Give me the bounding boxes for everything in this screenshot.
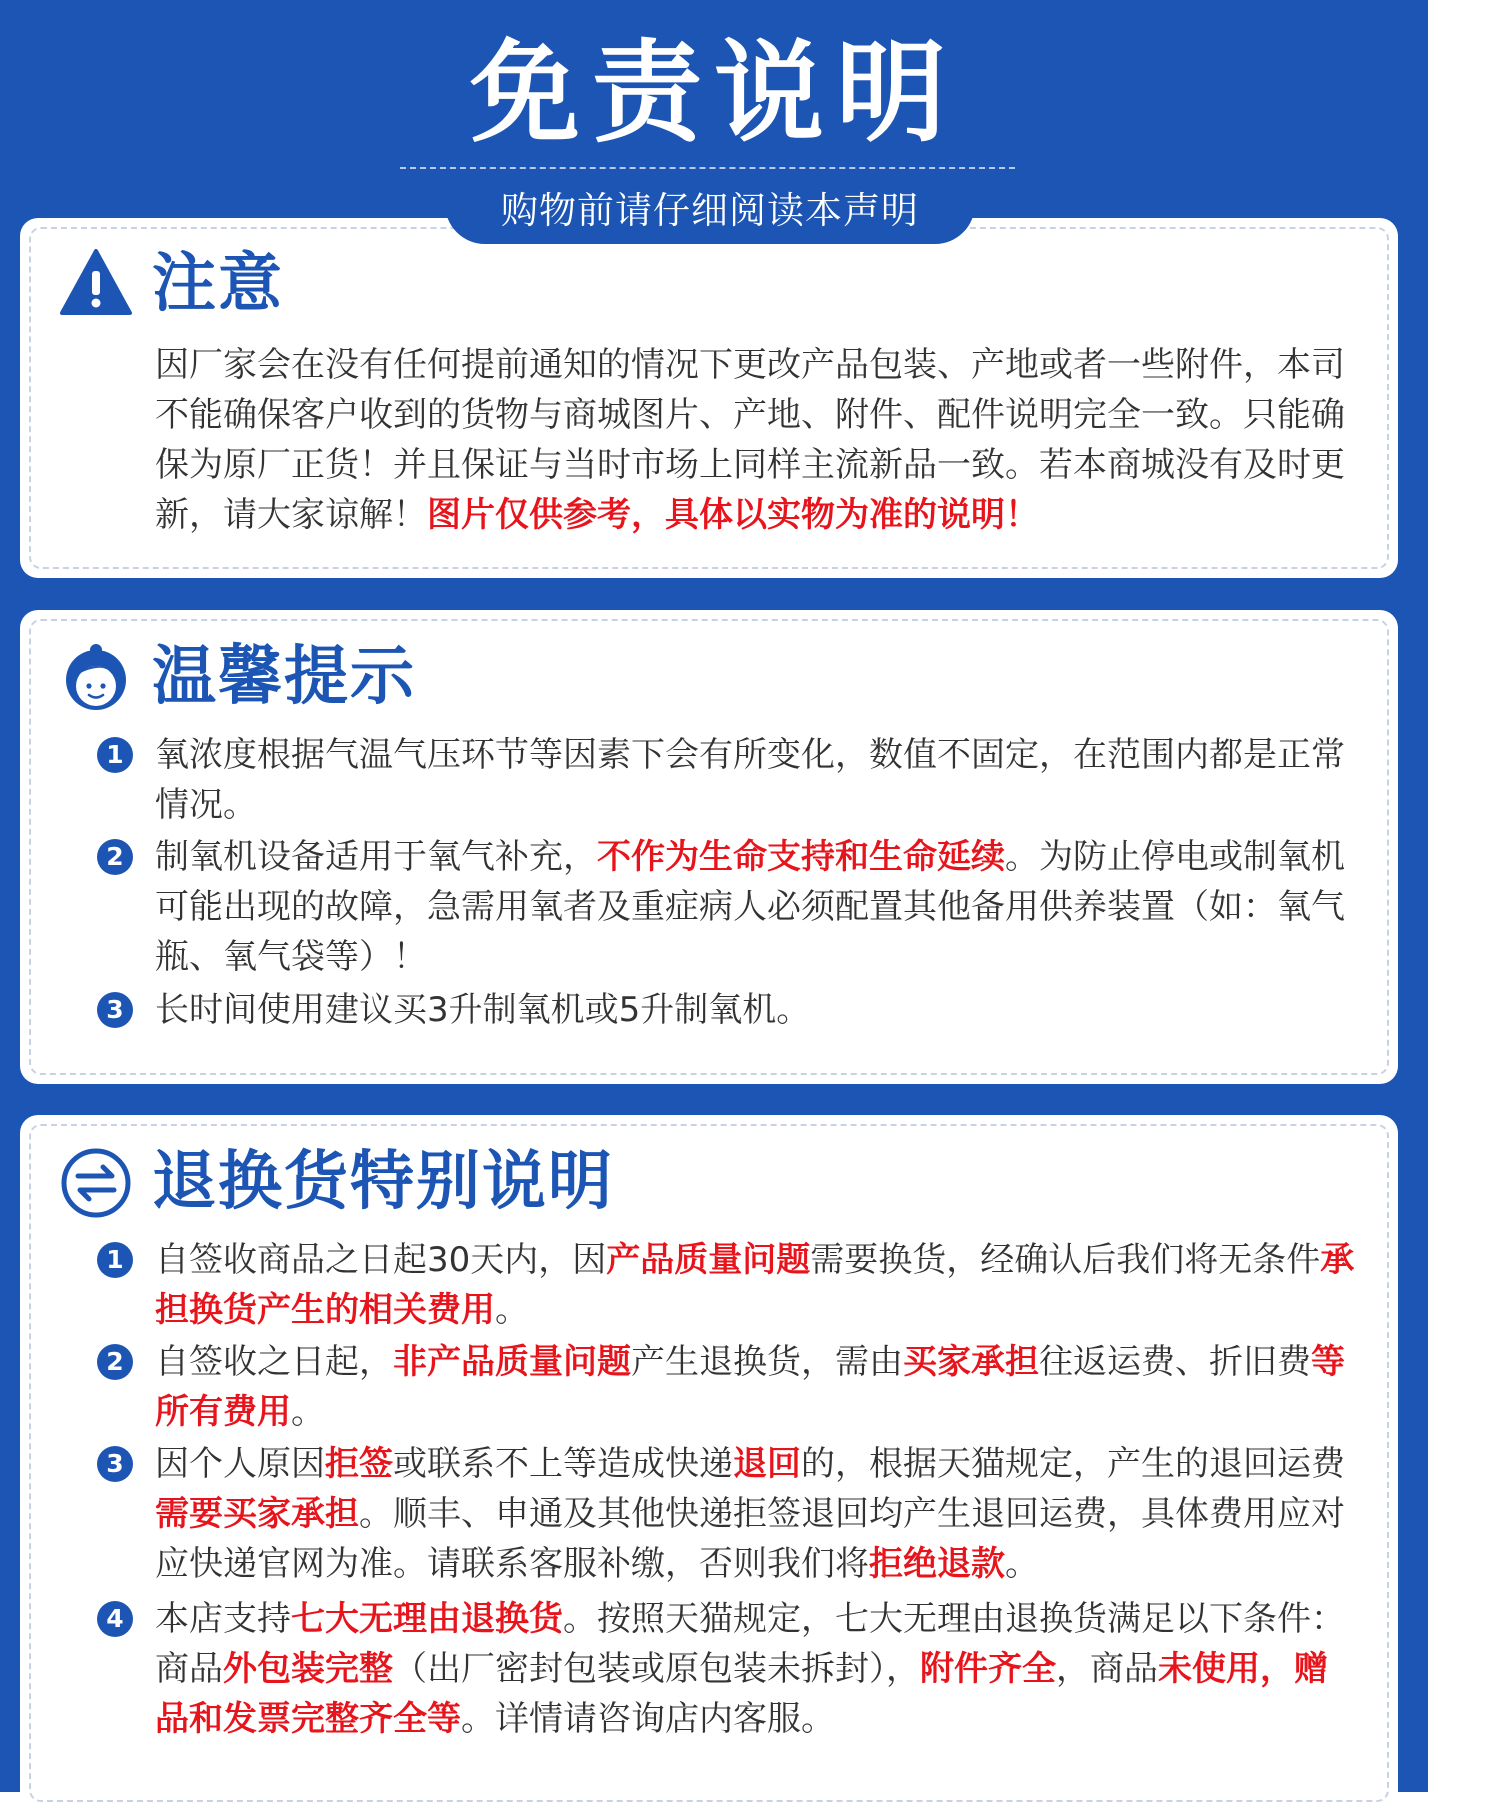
- highlight-text: 等所有费用: [155, 1342, 1345, 1432]
- highlight-text: 非产品质量问题: [393, 1342, 631, 1382]
- list-item: [155, 1337, 1355, 1437]
- number-badge: 2: [97, 1344, 133, 1380]
- subtitle-tab: 购物前请仔细阅读本声明: [445, 182, 975, 244]
- body-text: （出厂密封包装或原包装未拆封），: [393, 1649, 920, 1689]
- highlight-text: 拒绝退款: [869, 1544, 1005, 1584]
- body-text: 或联系不上等造成快递: [393, 1444, 733, 1484]
- body-text: 。为防止停电或制氧机可能出现的故障，急需用氧者及重症病人必须配置其他备用供养装置（如：氧气瓶、氧气袋等）！: [155, 837, 1345, 977]
- highlight-text: 承担换货产生的相关费用: [155, 1240, 1355, 1330]
- tips-title: 温馨提示: [152, 640, 416, 714]
- highlight-text: 退回: [733, 1444, 801, 1484]
- body-text: 自签收之日起，: [155, 1342, 393, 1382]
- body-text: 产生退换货，需由: [631, 1342, 903, 1382]
- number-badge: 1: [97, 737, 133, 773]
- highlight-text: 买家承担: [903, 1342, 1039, 1382]
- highlight-text: 拒签: [325, 1444, 393, 1484]
- body-text: 的，根据天猫规定，产生的退回运费: [801, 1444, 1345, 1484]
- notice-paragraph: [155, 340, 1355, 540]
- body-text: 氧浓度根据气温气压环节等因素下会有所变化，数值不固定，在范围内都是正常情况。: [155, 735, 1345, 825]
- highlight-text: 附件齐全: [920, 1649, 1056, 1689]
- exchange-arrows-icon: [58, 1145, 134, 1221]
- highlight-text: 需要买家承担: [155, 1494, 359, 1534]
- body-text: 制氧机设备适用于氧气补充，: [155, 837, 597, 877]
- body-text: 自签收商品之日起30天内，因: [155, 1240, 607, 1280]
- body-text: 。: [1005, 1544, 1039, 1584]
- highlight-text: 七大无理由退换货: [291, 1599, 563, 1639]
- number-badge: 1: [97, 1242, 133, 1278]
- list-item: [155, 832, 1355, 982]
- page-title: 免责说明: [470, 29, 958, 157]
- highlight-text: 产品质量问题: [606, 1240, 811, 1280]
- number-badge: 2: [97, 839, 133, 875]
- body-text: 。详情请咨询店内客服。: [461, 1699, 835, 1739]
- number-badge: 3: [97, 1446, 133, 1482]
- body-text: 往返运费、折旧费: [1039, 1342, 1311, 1382]
- list-item: [155, 730, 1355, 830]
- number-badge: 3: [97, 992, 133, 1028]
- highlight-text: 未使用，赠品和发票完整齐全等: [155, 1649, 1328, 1739]
- body-text: 需要换货，经确认后我们将无条件: [810, 1240, 1321, 1280]
- highlight-text: 外包装完整: [223, 1649, 393, 1689]
- title-divider: [400, 167, 1015, 169]
- body-text: 。: [495, 1290, 529, 1330]
- list-item: [155, 985, 1355, 1035]
- list-item: [155, 1439, 1355, 1589]
- list-item: [155, 1594, 1355, 1744]
- returns-title: 退换货特别说明: [152, 1145, 614, 1219]
- highlight-text: 不作为生命支持和生命延续: [597, 837, 1005, 877]
- body-text: 因厂家会在没有任何提前通知的情况下更改产品包装、产地或者一些附件，本司不能确保客户收到的货物与商城图片、产地、附件、配件说明完全一致。只能确保为原厂正货！并且保证与当时市场上同样主流新品一致。若本商城没有及时更新，请大家谅解！: [155, 345, 1345, 535]
- customer-service-icon: [58, 640, 134, 716]
- body-text: ，商品: [1056, 1649, 1158, 1689]
- body-text: 。: [291, 1392, 325, 1432]
- list-item: [155, 1235, 1355, 1335]
- number-badge: 4: [97, 1601, 133, 1637]
- body-text: 。按照天猫规定，七大无理由退换货满足以下条件：商品: [155, 1599, 1345, 1689]
- notice-title: 注意: [152, 247, 284, 321]
- highlight-text: 图片仅供参考，具体以实物为准的说明！: [427, 495, 1039, 535]
- body-text: 因个人原因: [155, 1444, 325, 1484]
- warning-triangle-icon: [58, 245, 134, 321]
- body-text: 本店支持: [155, 1599, 291, 1639]
- body-text: 长时间使用建议买3升制氧机或5升制氧机。: [155, 990, 811, 1030]
- body-text: 。顺丰、申通及其他快递拒签退回均产生退回运费，具体费用应对应快递官网为准。请联系客服补缴，否则我们将: [155, 1494, 1345, 1584]
